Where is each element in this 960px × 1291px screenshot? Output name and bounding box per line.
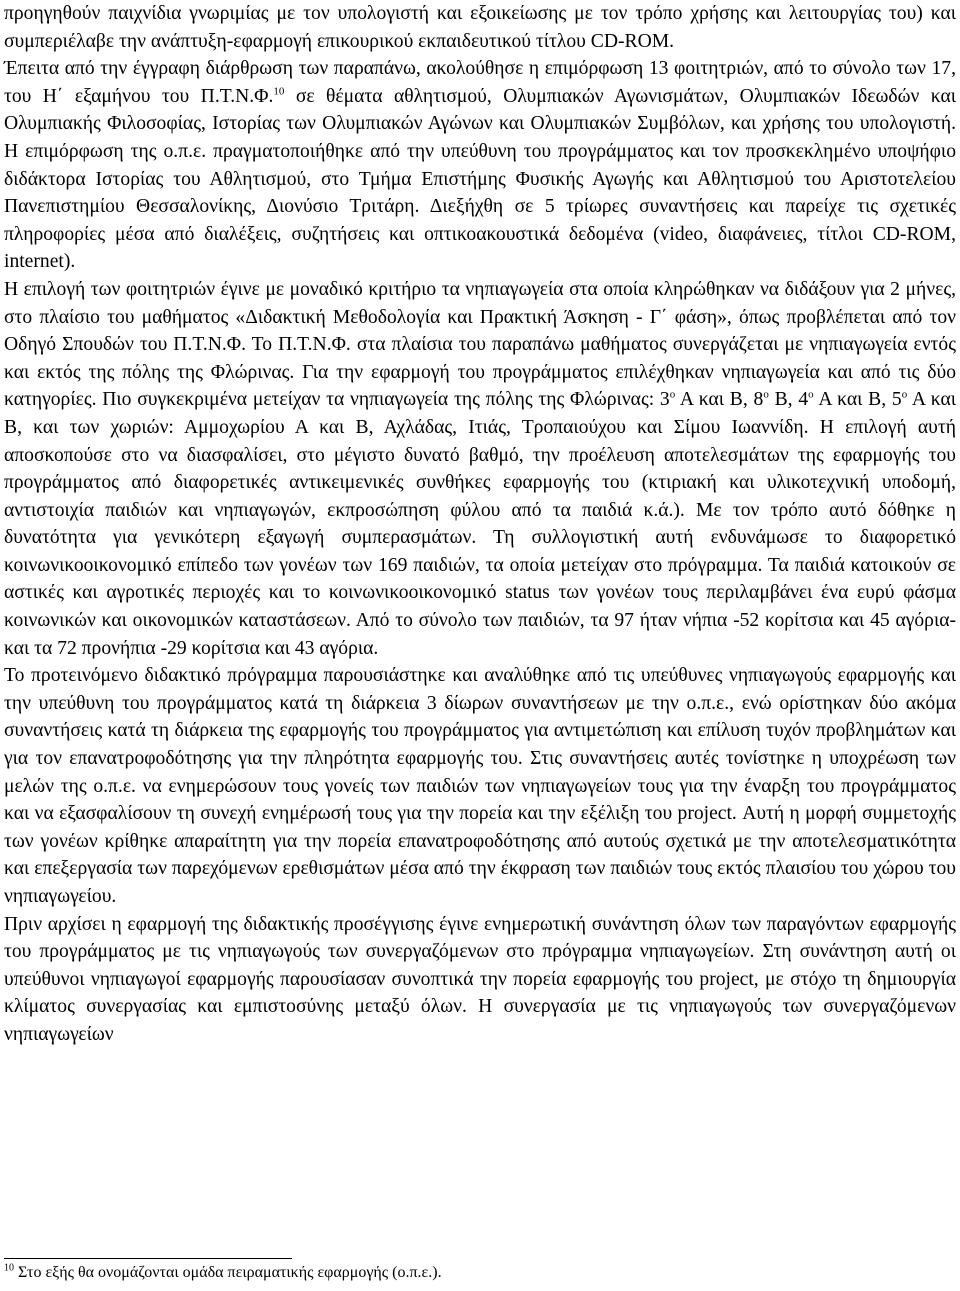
superscript: ο <box>763 388 769 401</box>
superscript: ο <box>901 388 908 401</box>
footnote-text: Στο εξής θα ονομάζονται ομάδα πειραματικής εφαρμογής (ο.π.ε.). <box>14 1264 442 1281</box>
text-run: Α και Β, και των χωριών: Αμμοχωρίου Α και Β, Αχλάδας, Ιτιάς, Τροπαιούχου και Σίμου Ιωαννίδη. Η επιλογή αυτή αποσκοπούσε στο να διασφαλίσει, στο μέγιστο δυνατό βαθμό, την προέλευση αποτελεσμάτων της εφαρμογής του προγράμματος από διαφορετικές αντικειμενικές συνθήκες εφαρμογής του (κτιριακή και υλικοτεχνική υποδομή, αντιστοιχία παιδιών και νηπιαγωγών, εκπροσώπηση φύλου από τα παιδιά κ.ά.). Με τον τρόπο αυτό δόθηκε η δυνατότητα για γενικότερη εξαγωγή συμπερασμάτων. Τη συλλογιστική αυτή ενδυνάμωσε το διαφορετικό κοινωνικοοικονομικό επίπεδο των γονέων των 169 παιδιών, τα οποία μετείχαν στο πρόγραμμα. Τα παιδιά κατοικούν σε αστικές και αγροτικές περιοχές και το κοινωνικοοικονομικό status των γονέων τους περιλαμβάνει ένα ευρύ φάσμα κοινωνικών και οικονομικών καταστάσεων. Από το σύνολο των παιδιών, τα 97 ήταν νήπια -52 κορίτσια και 45 αγόρια- και τα 72 προνήπια -29 κορίτσια και 43 αγόρια. <box>4 389 956 659</box>
footnote-separator <box>4 1258 292 1259</box>
text-run: Έπειτα από την έγγραφη διάρθρωση των παραπάνω, ακολούθησε η επιμόρφωση 13 φοιτητριών, από το σύνολο των 17, του Η΄ εξαμήνου του Π.Τ.Ν.Φ. <box>4 58 956 107</box>
document-body <box>4 0 956 1049</box>
paragraph <box>4 911 956 1049</box>
paragraph <box>4 662 956 910</box>
superscript: ο <box>808 388 814 401</box>
superscript: 10 <box>273 85 285 98</box>
text-run: Α και Β, 8 <box>675 389 764 411</box>
text-run: σε θέματα αθλητισμού, Ολυμπιακών Αγωνισμάτων, Ολυμπιακών Ιδεωδών και Ολυμπιακής Φιλοσοφίας, Ιστορίας των Ολυμπιακών Αγώνων και Ολυμπιακών Συμβόλων, και χρήσης του υπολογιστή. Η επιμόρφωση της ο.π.ε. πραγματοποιήθηκε από την υπεύθυνη του προγράμματος και τον προσκεκλημένο υποψήφιο διδάκτορα Ιστορίας του Αθλητισμού, στο Τμήμα Επιστήμης Φυσικής Αγωγής και Αθλητισμού του Αριστοτελείου Πανεπιστημίου Θεσσαλονίκης, Διονύσιο Τριτάρη. Διεξήχθη σε 5 τρίωρες συναντήσεις και παρείχε τις σχετικές πληροφορίες μέσα από διαλέξεις, συζητήσεις και οπτικοακουστικά δεδομένα (video, διαφάνειες, τίτλοι CD-ROM, internet). <box>4 85 956 273</box>
paragraph <box>4 55 956 276</box>
text-run: προηγηθούν παιχνίδια γνωριμίας με τον υπολογιστή και εξοικείωσης με τον τρόπο χρήσης και λειτουργίας του) και συμπεριέλαβε την ανάπτυξη-εφαρμογή επικουρικού εκπαιδευτικού τίτλου CD-ROM. <box>4 3 956 52</box>
superscript: ο <box>669 388 676 401</box>
text-run: Το προτεινόμενο διδακτικό πρόγραμμα παρουσιάστηκε και αναλύθηκε από τις υπεύθυνες νηπιαγωγούς εφαρμογής και την υπεύθυνη του προγράμματος κατά τη διάρκεια 3 δίωρων συναντήσεων με την ο.π.ε., ενώ ορίστηκαν δύο ακόμα συναντήσεις κατά τη διάρκεια της εφαρμογής του προγράμματος για αντιμετώπιση και επίλυση τυχόν προβλημάτων και για τον επανατροφοδότησης για την πληρότητα εφαρμογής του. Στις συναντήσεις αυτές τονίστηκε η υποχρέωση των μελών της ο.π.ε. να ενημερώσουν τους γονείς των παιδιών των νηπιαγωγείων τους για την έναρξη του προγράμματος και να εξασφαλίσουν τη συνεχή ενημέρωσή τους για την πορεία και την εξέλιξη του project. Αυτή η μορφή συμμετοχής των γονέων κρίθηκε απαραίτητη για την πορεία επανατροφοδότησης από αυτούς σχετικά με την αποτελεσματικότητα και επεξεργασία των παρεχόμενων ερεθισμάτων μέσα από την έκφραση των παιδιών τους εκτός πλαισίου του χώρου του νηπιαγωγείου. <box>4 665 956 907</box>
footnote-marker: 10 <box>4 1262 14 1274</box>
paragraph <box>4 276 956 662</box>
text-run: Β, 4 <box>768 389 809 411</box>
text-run: Α και Β, 5 <box>813 389 902 411</box>
paragraph <box>4 0 956 55</box>
text-run: Πριν αρχίσει η εφαρμογή της διδακτικής προσέγγισης έγινε ενημερωτική συνάντηση όλων των παραγόντων εφαρμογής του προγράμματος με τις νηπιαγωγούς των συνεργαζόμενων στο πρόγραμμα νηπιαγωγείων. Στη συνάντηση αυτή οι υπεύθυνοι νηπιαγωγοί εφαρμογής παρουσίασαν συνοπτικά την πορεία εφαρμογής του project, με στόχο τη δημιουργία κλίματος συνεργασίας και εμπιστοσύνης μεταξύ όλων. Η συνεργασία με τις νηπιαγωγούς των συνεργαζόμενων νηπιαγωγείων <box>4 913 956 1045</box>
text-run: Η επιλογή των φοιτητριών έγινε με μοναδικό κριτήριο τα νηπιαγωγεία στα οποία κληρώθηκαν να διδάξουν για 2 μήνες, στο πλαίσιο του μαθήματος «Διδακτική Μεθοδολογία και Πρακτική Άσκηση - Γ΄ φάση», όπως προβλέπεται από τον Οδηγό Σπουδών του Π.Τ.Ν.Φ. Το Π.Τ.Ν.Φ. στα πλαίσια του παραπάνω μαθήματος συνεργάζεται με νηπιαγωγεία εντός και εκτός της πόλης της Φλώρινας. Για την εφαρμογή του προγράμματος επιλέχθηκαν νηπιαγωγεία και από τις δύο κατηγορίες. Πιο συγκεκριμένα μετείχαν τα νηπιαγωγεία της πόλης της Φλώρινας: 3 <box>4 278 956 411</box>
footnote <box>4 1262 904 1284</box>
